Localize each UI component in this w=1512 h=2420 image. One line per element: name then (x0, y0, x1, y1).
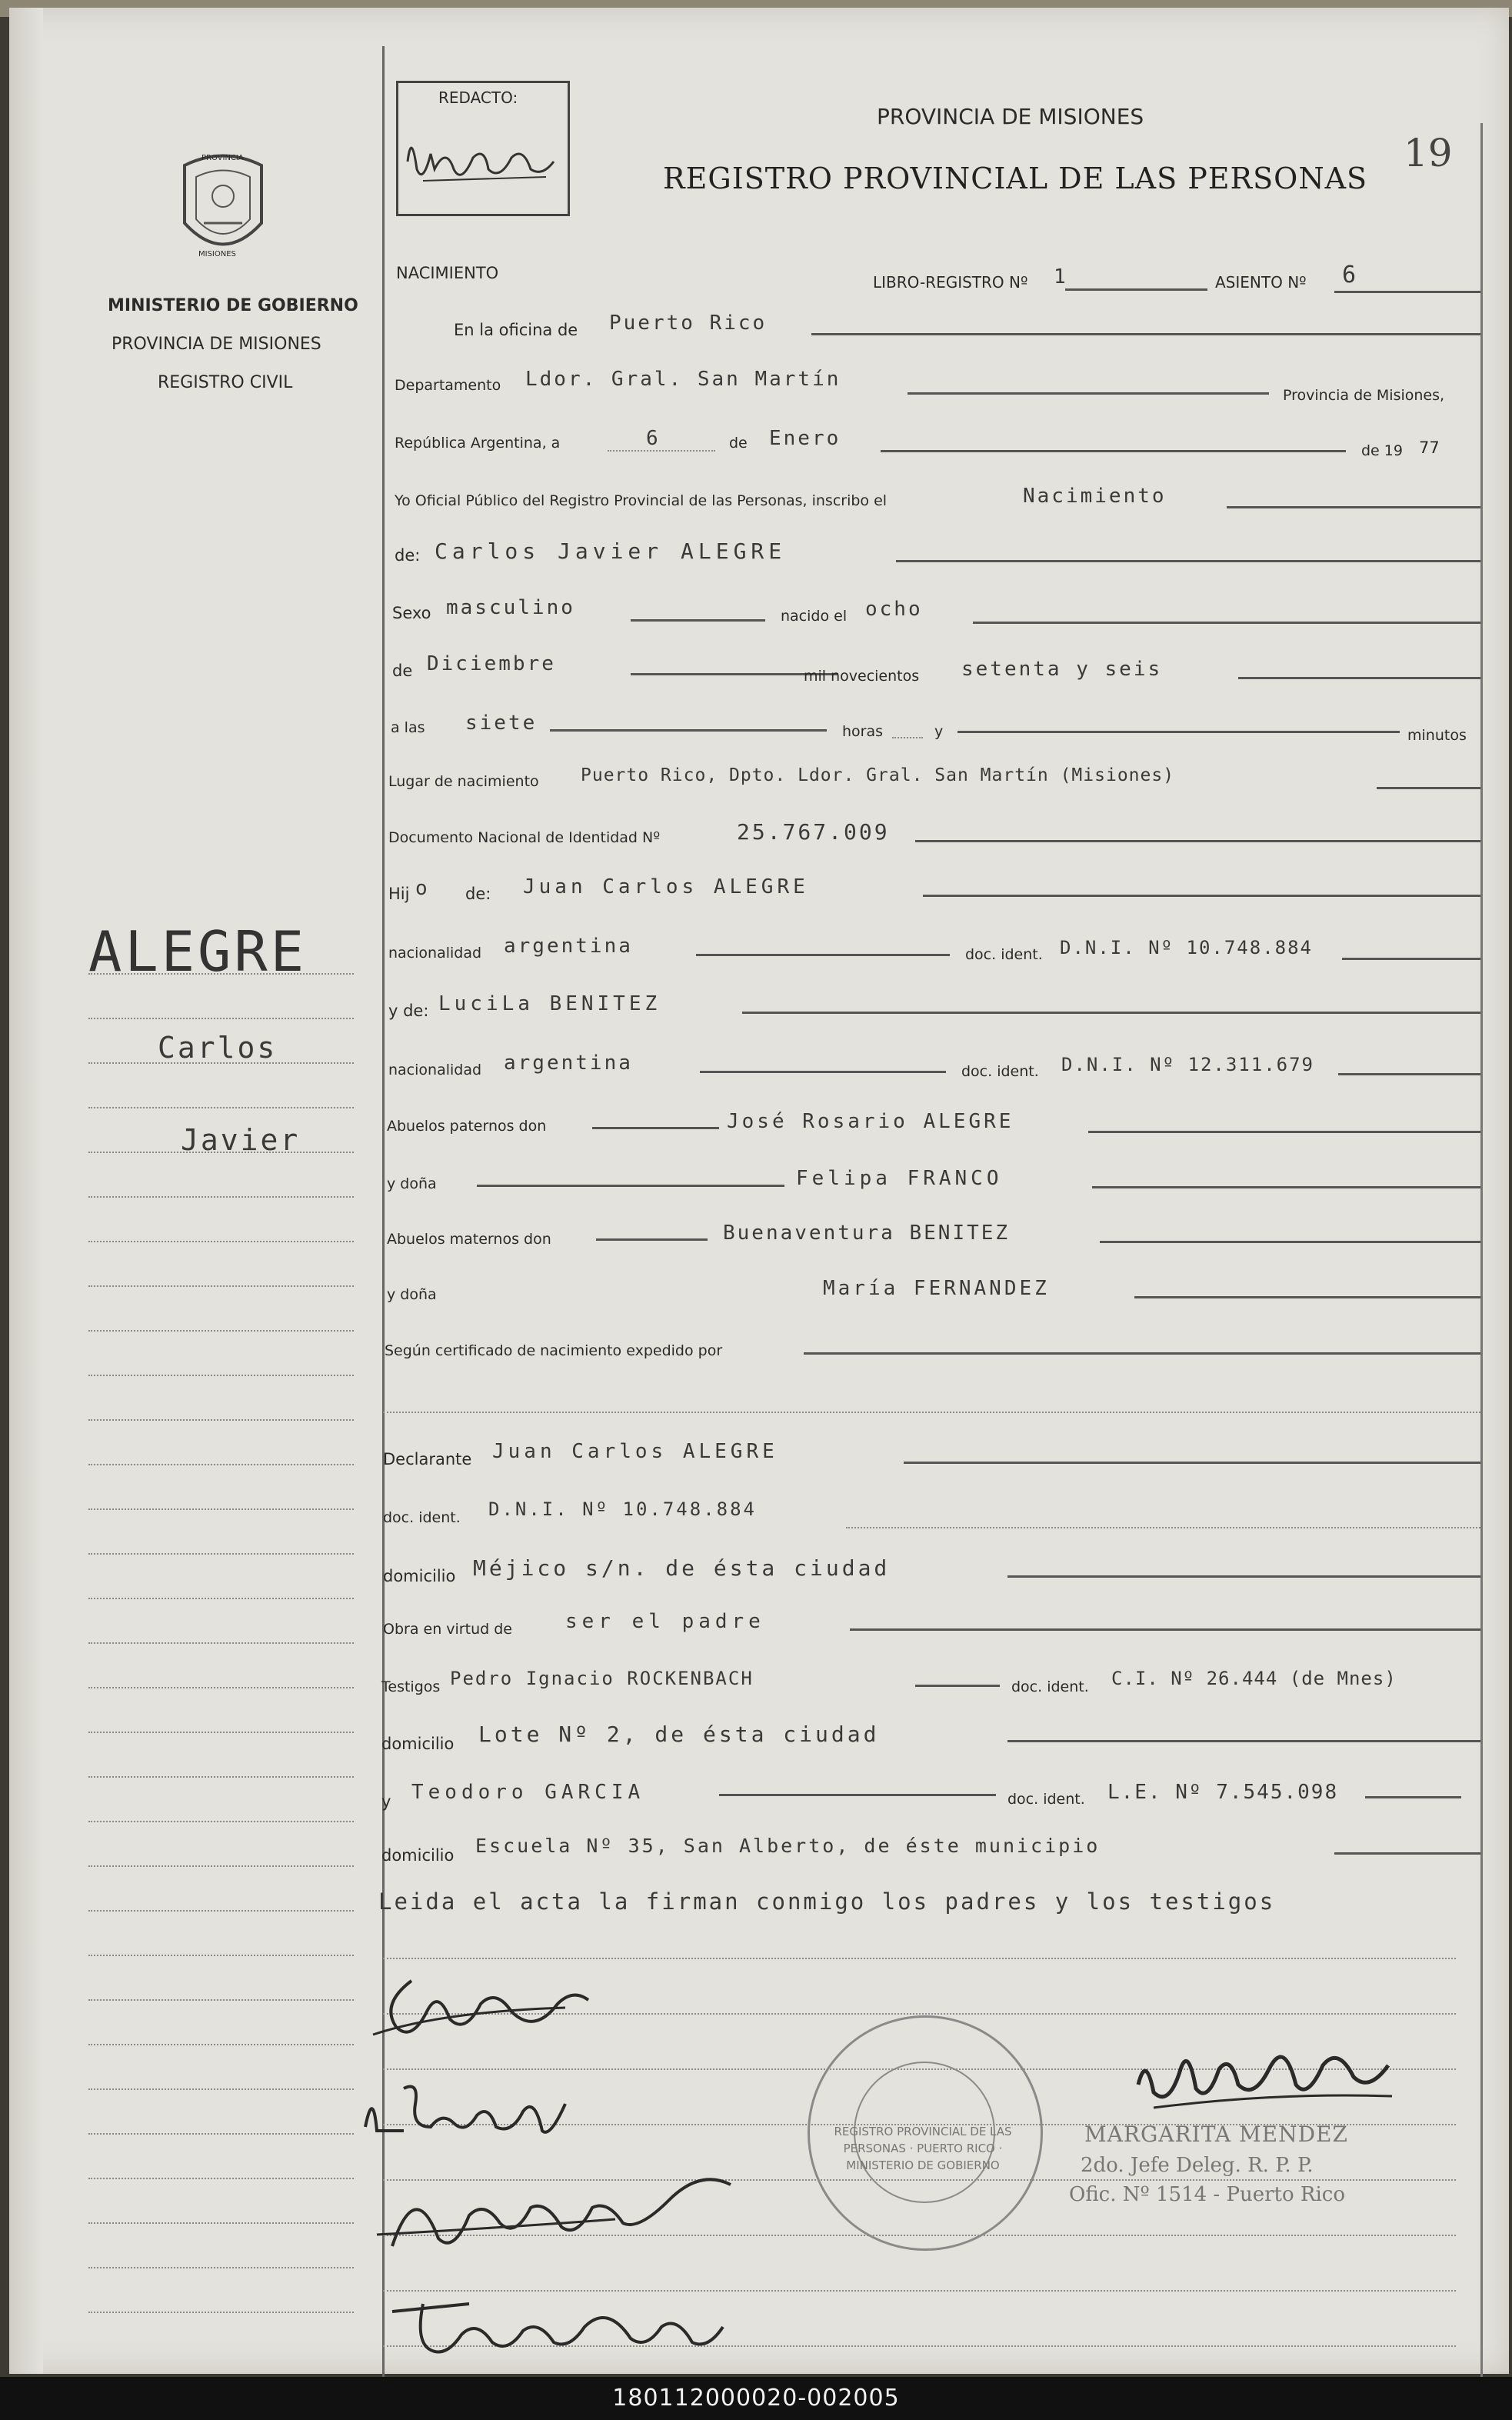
testigo2-doc-value: L.E. Nº 7.545.098 (1107, 1781, 1339, 1804)
sexo-line (631, 619, 765, 622)
page-left-edge (9, 8, 43, 2374)
lugar-line (1377, 787, 1480, 789)
y-dona-pat-label: y doña (387, 1175, 437, 1192)
margin-ruled-line (88, 1464, 354, 1465)
official-title: 2do. Jefe Deleg. R. P. P. (1081, 2154, 1314, 2177)
margin-ruled-line (88, 1241, 354, 1242)
signature-father (365, 1958, 596, 2058)
official-name: MARGARITA MENDEZ (1084, 2122, 1348, 2147)
margin-ruled-line (88, 973, 354, 975)
horas-dots (892, 737, 923, 738)
testigos-label: Testigos (381, 1678, 441, 1695)
padre-line (923, 895, 1480, 897)
testigo1-dom-line (1007, 1740, 1480, 1742)
oficina-value: Puerto Rico (609, 312, 768, 335)
nacido-label: nacido el (781, 608, 848, 625)
margin-ruled-line (88, 1776, 354, 1778)
inscribo-value: Nacimiento (1023, 485, 1167, 508)
madre-doc-line (1338, 1073, 1480, 1075)
anio-value: 77 (1419, 438, 1440, 457)
declarante-label: Declarante (383, 1450, 472, 1468)
seal-text: REGISTRO PROVINCIAL DE LAS PERSONAS · PUERTO RICO · MINISTERIO DE GOBIERNO (834, 2125, 1012, 2172)
y-label-2: y (381, 1792, 391, 1811)
abuela-mat-line (1134, 1296, 1480, 1298)
abuela-mat-value: María FERNANDEZ (823, 1277, 1050, 1300)
margin-ruled-line (88, 1107, 354, 1108)
abuelo-mat-value: Buenaventura BENITEZ (723, 1222, 1011, 1245)
y-label: y (934, 723, 944, 740)
hijo-suffix: o (415, 877, 430, 900)
depto-line (908, 392, 1269, 395)
margin-ruled-line (88, 2178, 354, 2179)
margin-ruled-line (88, 1687, 354, 1688)
testigo2-dom-label: domicilio (381, 1846, 455, 1865)
dni-label: Documento Nacional de Identidad Nº (388, 829, 661, 846)
declarante-dom-value: Méjico s/n. de ésta ciudad (473, 1555, 891, 1581)
margin-second-name: Javier (181, 1123, 301, 1157)
right-border (1480, 123, 1483, 2377)
page-number: 19 (1404, 131, 1453, 175)
margin-surname: ALEGRE (88, 919, 308, 984)
margin-ruled-line (88, 1062, 354, 1064)
margin-ruled-line (88, 2044, 354, 2045)
leida-text: Leida el acta la firman conmigo los padres y los testigos (378, 1888, 1276, 1915)
asiento-label: ASIENTO Nº (1215, 273, 1307, 292)
mes-value: Enero (769, 427, 841, 450)
abuelos-mat-label: Abuelos maternos don (387, 1231, 551, 1248)
declarante-value: Juan Carlos ALEGRE (492, 1440, 778, 1463)
padre-nac-line (696, 954, 950, 956)
nacimiento-label: NACIMIENTO (396, 264, 499, 282)
province-subtitle: PROVINCIA DE MISIONES (112, 335, 321, 354)
signature-official (1123, 1992, 1400, 2131)
margin-ruled-line (88, 1910, 354, 1912)
signature-witness2 (377, 2281, 731, 2365)
redacto-signature (400, 115, 561, 200)
province-title: PROVINCIA DE MISIONES (877, 104, 1144, 129)
mil-label: mil novecientos (804, 668, 920, 685)
sexo-value: masculino (446, 596, 575, 619)
obra-value: ser el padre (565, 1610, 765, 1633)
padre-doc-value: D.N.I. Nº 10.748.884 (1060, 937, 1313, 958)
margin-ruled-line (88, 2133, 354, 2135)
madre-nac-label: nacionalidad (388, 1062, 482, 1078)
madre-doc-value: D.N.I. Nº 12.311.679 (1061, 1054, 1314, 1075)
testigo2-dom-line (1334, 1852, 1480, 1855)
margin-ruled-line (88, 2088, 354, 2090)
minutos-line (957, 731, 1400, 733)
certificado-dots (383, 1412, 1480, 1413)
testigo2-dom-value: Escuela Nº 35, San Alberto, de éste municipio (475, 1835, 1101, 1857)
declarante-doc-value: D.N.I. Nº 10.748.884 (488, 1498, 757, 1520)
hijo-de-label: de: (465, 885, 491, 903)
libro-line (1065, 288, 1207, 291)
margin-ruled-line (88, 1955, 354, 1956)
abuelo-pat-value: José Rosario ALEGRE (727, 1110, 1014, 1133)
margin-ruled-line (88, 1821, 354, 1822)
nac-mes-value: Diciembre (427, 652, 556, 675)
certificado-line (804, 1352, 1480, 1355)
declarante-doc-dots (846, 1527, 1480, 1528)
margin-ruled-line (88, 1642, 354, 1644)
nacido-value: ocho (865, 598, 923, 621)
inscribo-line (1227, 506, 1480, 508)
civil-registry-subtitle: REGISTRO CIVIL (158, 373, 293, 392)
dni-line (915, 840, 1480, 842)
obra-label: Obra en virtud de (383, 1621, 512, 1638)
signature-mother (358, 2065, 573, 2150)
padre-doc-label: doc. ident. (965, 946, 1043, 963)
madre-nac-value: argentina (504, 1052, 633, 1075)
depto-label: Departamento (395, 377, 501, 394)
de-label: de (729, 435, 748, 452)
madre-value: LuciLa BENITEZ (438, 992, 661, 1015)
margin-ruled-line (88, 2267, 354, 2268)
a-las-label: a las (391, 719, 425, 736)
testigo2-line (719, 1794, 996, 1796)
madre-doc-label: doc. ident. (961, 1063, 1039, 1080)
lugar-label: Lugar de nacimiento (388, 773, 539, 790)
depto-value: Ldor. Gral. San Martín (525, 368, 841, 391)
margin-ruled-line (88, 1285, 354, 1287)
oficina-line (811, 333, 1480, 335)
madre-line (742, 1012, 1480, 1014)
oficina-label: En la oficina de (454, 321, 578, 339)
margin-first-name: Carlos (158, 1031, 278, 1065)
signature-witness1 (361, 2154, 777, 2269)
horas-label: horas (842, 723, 884, 740)
a-las-line (550, 729, 827, 732)
logo-text-top: PROVINCIA (201, 154, 244, 162)
dni-value: 25.767.009 (737, 819, 890, 845)
abuelo-pat-line-a (592, 1127, 719, 1129)
testigo2-value: Teodoro GARCIA (411, 1781, 645, 1804)
official-office: Ofic. Nº 1514 - Puerto Rico (1069, 2183, 1345, 2206)
redacto-label: REDACTO: (438, 88, 518, 107)
margin-ruled-line (88, 1999, 354, 2001)
provincia-suffix: Provincia de Misiones, (1283, 387, 1445, 404)
testigo2-doc-label: doc. ident. (1007, 1791, 1085, 1808)
margin-ruled-line (88, 1419, 354, 1421)
margin-ruled-line (88, 2312, 354, 2313)
document-id-footer: 180112000020-002005 (0, 2377, 1512, 2420)
abuela-pat-line-a (477, 1185, 784, 1187)
nacido-line (973, 622, 1480, 624)
minutos-label: minutos (1407, 727, 1467, 744)
testigo1-dom-label: domicilio (381, 1735, 455, 1753)
dia-value: 6 (646, 427, 661, 450)
padre-doc-line (1342, 958, 1480, 960)
testigo1-doc-label: doc. ident. (1011, 1678, 1089, 1695)
padre-nac-value: argentina (504, 935, 633, 958)
declarante-dom-line (1007, 1575, 1480, 1578)
oficial-text: Yo Oficial Público del Registro Provincial de las Personas, inscribo el (395, 492, 888, 509)
mes-line (881, 450, 1346, 452)
sexo-label: Sexo (392, 604, 431, 622)
margin-ruled-line (88, 1018, 354, 1019)
de-mes-label: de (392, 662, 413, 680)
abuela-pat-value: Felipa FRANCO (796, 1167, 1003, 1190)
libro-value: 1 (1054, 265, 1068, 288)
testigo1-value: Pedro Ignacio ROCKENBACH (450, 1668, 754, 1689)
testigo2-doc-line (1365, 1796, 1461, 1798)
testigo1-doc-value: C.I. Nº 26.444 (de Mnes) (1111, 1668, 1397, 1689)
padre-value: Juan Carlos ALEGRE (523, 875, 809, 898)
abuelo-mat-line-a (596, 1238, 708, 1241)
margin-ruled-line (88, 1865, 354, 1867)
obra-line (850, 1628, 1480, 1631)
madre-nac-line (700, 1071, 946, 1073)
a-las-value: siete (465, 712, 538, 735)
margin-ruled-line (88, 1508, 354, 1510)
de-nombre-label: de: (395, 546, 421, 565)
abuelo-mat-line-b (1100, 1241, 1480, 1243)
declarante-doc-label: doc. ident. (383, 1509, 461, 1526)
margin-ruled-line (88, 2222, 354, 2224)
anio-label: de 19 (1361, 442, 1403, 459)
libro-label: LIBRO-REGISTRO Nº (873, 273, 1028, 292)
margin-ruled-line (88, 1598, 354, 1599)
y-de-label: y de: (388, 1002, 429, 1020)
margin-ruled-line (88, 1553, 354, 1555)
testigo1-line (915, 1685, 1000, 1687)
padre-nac-label: nacionalidad (388, 945, 482, 962)
abuela-pat-line-b (1092, 1186, 1480, 1188)
registry-title: REGISTRO PROVINCIAL DE LAS PERSONAS (663, 162, 1368, 195)
nombre-line (896, 560, 1480, 562)
dia-dots (608, 450, 715, 452)
asiento-value: 6 (1342, 262, 1359, 288)
asiento-line (1334, 291, 1480, 293)
certificado-label: Según certificado de nacimiento expedido por (385, 1342, 723, 1359)
margin-ruled-line (88, 1375, 354, 1376)
margin-ruled-line (88, 1196, 354, 1198)
lugar-value: Puerto Rico, Dpto. Ldor. Gral. San Martín (Misiones) (581, 765, 1175, 785)
mil-line (1238, 677, 1480, 679)
nombre-value: Carlos Javier ALEGRE (435, 538, 787, 564)
republica-label: República Argentina, a (395, 435, 561, 452)
abuelos-pat-label: Abuelos paternos don (387, 1118, 547, 1135)
ministry-title: MINISTERIO DE GOBIERNO (108, 296, 358, 315)
coat-of-arms-logo (169, 150, 277, 265)
testigo1-dom-value: Lote Nº 2, de ésta ciudad (478, 1722, 880, 1747)
mil-value: setenta y seis (961, 658, 1163, 681)
declarante-dom-label: domicilio (383, 1567, 456, 1585)
abuelo-pat-line-b (1088, 1131, 1480, 1133)
hijo-label: Hij (388, 885, 410, 903)
margin-ruled-line (88, 1732, 354, 1733)
y-dona-mat-label: y doña (387, 1286, 437, 1303)
logo-text-bottom: MISIONES (198, 250, 236, 258)
margin-ruled-line (88, 1330, 354, 1332)
declarante-line (904, 1462, 1480, 1464)
margin-ruled-line (88, 1152, 354, 1153)
